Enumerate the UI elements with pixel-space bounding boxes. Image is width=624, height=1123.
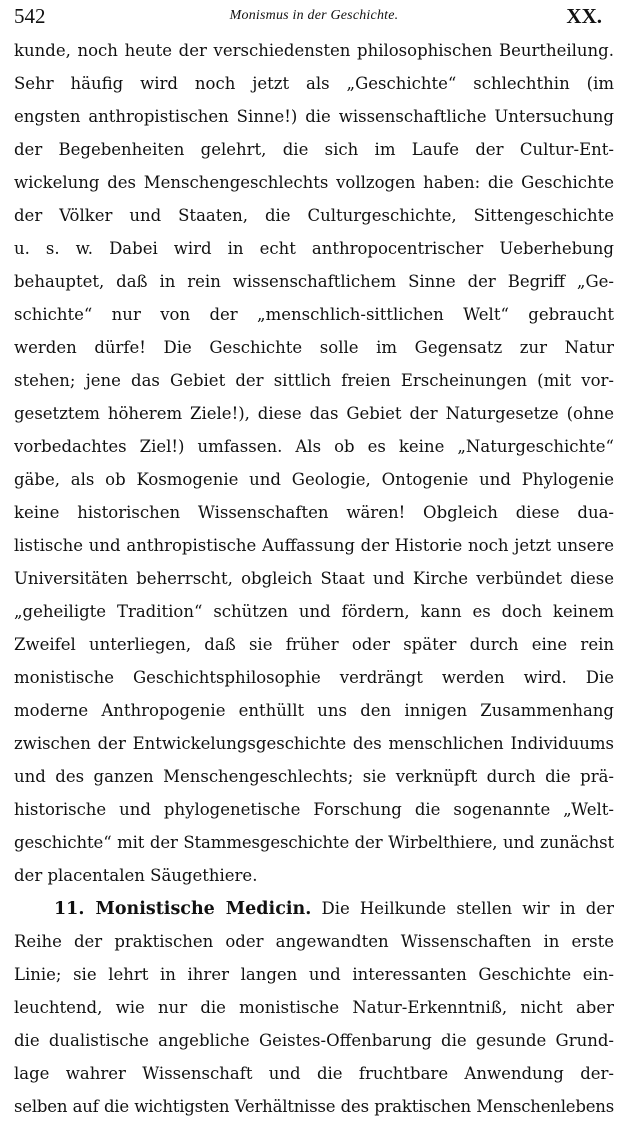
text-line: schichte“ nur von der „menschlich-sittlichen Welt“ gebraucht: [14, 305, 614, 324]
paragraph-history: [14, 34, 614, 892]
body-text: [14, 34, 614, 1123]
text-line: zwischen der Entwickelungsgeschichte des menschlichen Individuums: [14, 734, 614, 753]
chapter-number: XX.: [566, 4, 602, 28]
text-line: und des ganzen Menschengeschlechts; sie verknüpft durch die prä-: [14, 767, 614, 786]
text-line: Zweifel unterliegen, daß sie früher oder später durch eine rein: [14, 635, 614, 654]
text-line: gäbe, als ob Kosmogenie und Geologie, Ontogenie und Phylogenie: [14, 470, 614, 489]
text-line: der Begebenheiten gelehrt, die sich im Laufe der Cultur-Ent-: [14, 140, 614, 159]
text-line: die dualistische angebliche Geistes-Offenbarung die gesunde Grund-: [14, 1031, 614, 1050]
running-head: Monismus in der Geschichte.: [229, 8, 399, 23]
text-line: Reihe der praktischen oder angewandten Wissenschaften in erste: [14, 932, 614, 951]
text-line: „geheiligte Tradition“ schützen und fördern, kann es doch keinem: [14, 602, 614, 621]
section-first-line-text: Die Heilkunde stellen wir in der: [321, 899, 614, 918]
text-line: leuchtend, wie nur die monistische Natur-Erkenntniß, nicht aber: [14, 998, 614, 1017]
text-line: wickelung des Menschengeschlechts vollzogen haben: die Geschichte: [14, 173, 614, 192]
text-line: geschichte“ mit der Stammesgeschichte der Wirbelthiere, und zunächst: [14, 833, 614, 852]
text-line: moderne Anthropogenie enthüllt uns den innigen Zusammenhang: [14, 701, 614, 720]
text-line: selben auf die wichtigsten Verhältnisse des praktischen Menschenlebens: [14, 1097, 614, 1116]
text-line: historische und phylogenetische Forschung die sogenannte „Welt-: [14, 800, 614, 819]
section-first-line: [14, 892, 614, 925]
text-line: kunde, noch heute der verschiedensten philosophischen Beurtheilung.: [14, 41, 614, 60]
text-line: vorbedachtes Ziel!) umfassen. Als ob es keine „Naturgeschichte“: [14, 437, 614, 456]
text-line: Universitäten beherrscht, obgleich Staat und Kirche verbündet diese: [14, 569, 614, 588]
section-monistic-medicine: [14, 892, 614, 1123]
text-line: Sehr häufig wird noch jetzt als „Geschichte“ schlechthin (im: [14, 74, 614, 93]
text-line: stehen; jene das Gebiet der sittlich freien Erscheinungen (mit vor-: [14, 371, 614, 390]
text-line: gesetztem höherem Ziele!), diese das Gebiet der Naturgesetze (ohne: [14, 404, 614, 423]
text-line: engsten anthropistischen Sinne!) die wissenschaftliche Untersuchung: [14, 107, 614, 126]
section-heading: 11. Monistische Medicin.: [54, 899, 312, 919]
text-line: werden dürfe! Die Geschichte solle im Gegensatz zur Natur: [14, 338, 614, 357]
text-line: Linie; sie lehrt in ihrer langen und interessanten Geschichte ein-: [14, 965, 614, 984]
text-line: lage wahrer Wissenschaft und die fruchtbare Anwendung der-: [14, 1064, 614, 1083]
text-line: der placentalen Säugethiere.: [14, 866, 258, 885]
text-line: behauptet, daß in rein wissenschaftlichem Sinne der Begriff „Ge-: [14, 272, 614, 291]
text-line: der Völker und Staaten, die Culturgeschichte, Sittengeschichte: [14, 206, 614, 225]
text-line: keine historischen Wissenschaften wären! Obgleich diese dua-: [14, 503, 614, 522]
page-header: [14, 0, 614, 34]
text-line: u. s. w. Dabei wird in echt anthropocentrischer Ueberhebung: [14, 239, 614, 258]
text-line: listische und anthropistische Auffassung der Historie noch jetzt unsere: [14, 536, 614, 555]
text-line: monistische Geschichtsphilosophie verdrängt werden wird. Die: [14, 668, 614, 687]
page-number: 542: [14, 4, 46, 28]
